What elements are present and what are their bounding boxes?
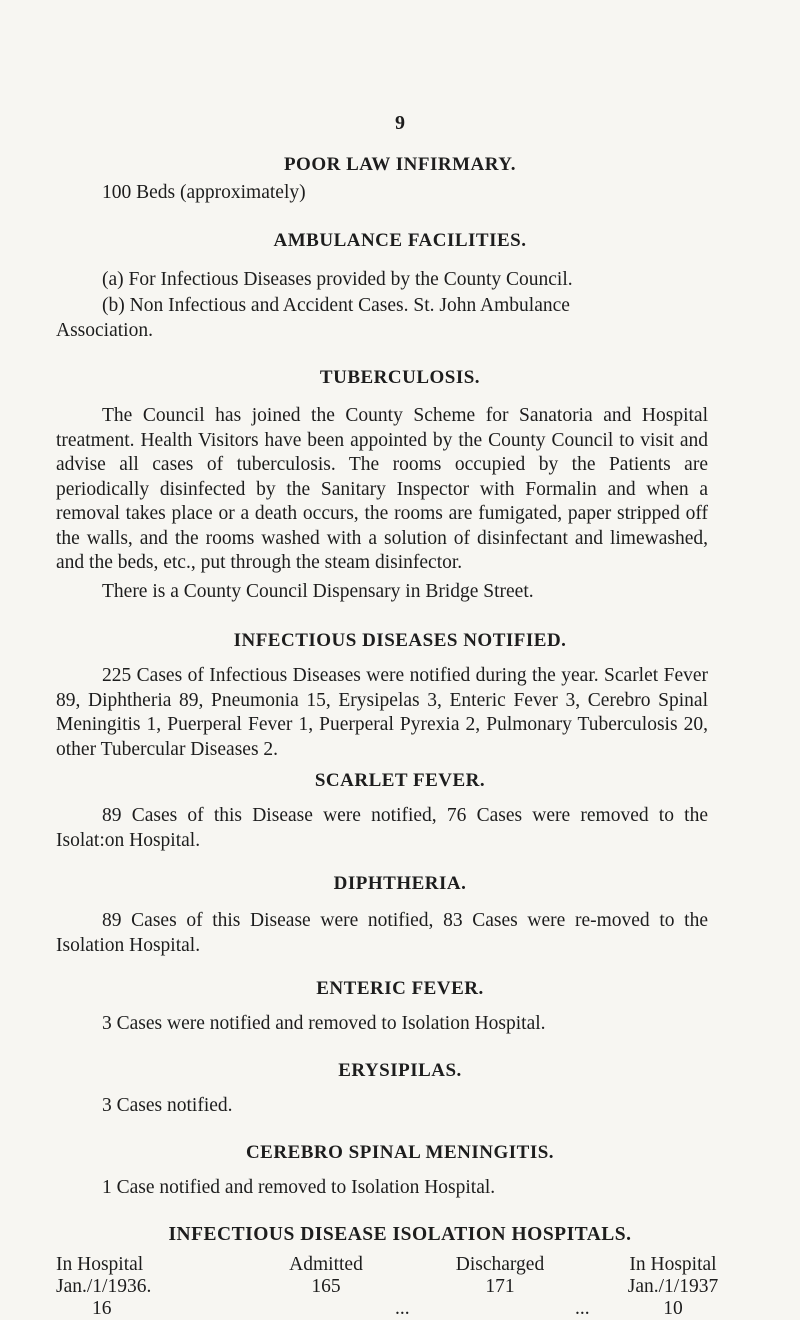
leader-2: ... xyxy=(575,1298,590,1319)
table-col-discharged xyxy=(435,1254,565,1298)
infectious-notified-heading: INFECTIOUS DISEASES NOTIFIED. xyxy=(233,630,567,651)
infectious-notified-paragraph: 225 Cases of Infectious Diseases were notified during the year. Scarlet Fever 89, Diphtheria 89, Pneumonia 15, Erysipelas 3, Enteric Fever 3, Cerebro Spinal Meningitis 1, Puerperal Fever 1, Puerperal Pyrexia 2, Pulmonary Tuberculosis 20, other Tubercular Diseases 2. xyxy=(56,665,708,760)
isolation-hospitals-heading: INFECTIOUS DISEASE ISOLATION HOSPITALS. xyxy=(168,1224,632,1245)
erysipelas-text: 3 Cases notified. xyxy=(102,1095,233,1116)
tuberculosis-heading: TUBERCULOSIS. xyxy=(319,367,481,388)
table-col-admitted xyxy=(266,1254,386,1298)
enteric-fever-text: 3 Cases were notified and removed to Isolation Hospital. xyxy=(102,1013,546,1034)
col-discharged-label: Discharged xyxy=(455,1254,545,1275)
col-end-label-1: In Hospital xyxy=(629,1254,717,1275)
diphtheria-paragraph: 89 Cases of this Disease were notified, 83 Cases were re-moved to the Isolation Hospital. xyxy=(56,910,708,956)
poor-law-heading: POOR LAW INFIRMARY. xyxy=(283,154,517,175)
page-number: 9 xyxy=(395,112,405,134)
leader-1: ... xyxy=(395,1298,410,1319)
enteric-fever-heading: ENTERIC FEVER. xyxy=(316,978,484,999)
col-start-label-2: Jan./1/1936. xyxy=(56,1276,152,1297)
col-admitted-value: 165 xyxy=(311,1276,341,1297)
erysipelas-heading: ERYSIPILAS. xyxy=(338,1060,462,1081)
col-start-value: 16 xyxy=(92,1298,112,1319)
col-end-value: 10 xyxy=(663,1298,683,1319)
meningitis-text: 1 Case notified and removed to Isolation Hospital. xyxy=(102,1177,496,1198)
col-start-label-1: In Hospital xyxy=(56,1254,144,1275)
col-end-label-2: Jan./1/1937 xyxy=(627,1276,719,1297)
diphtheria-heading: DIPHTHERIA. xyxy=(333,873,467,894)
meningitis-heading: CEREBRO SPINAL MENINGITIS. xyxy=(245,1142,555,1163)
scarlet-fever-paragraph: 89 Cases of this Disease were notified, 76 Cases were removed to the Isolat:on Hospital. xyxy=(56,805,708,851)
table-col-start xyxy=(56,1254,151,1320)
dispensary-note: There is a County Council Dispensary in Bridge Street. xyxy=(102,581,534,602)
scarlet-fever-heading: SCARLET FEVER. xyxy=(314,770,486,791)
ambulance-item-b-cont: Association. xyxy=(56,320,153,341)
col-admitted-label: Admitted xyxy=(289,1254,363,1275)
poor-law-beds: 100 Beds (approximately) xyxy=(102,182,306,203)
ambulance-item-b: (b) Non Infectious and Accident Cases. St. John Ambulance xyxy=(102,295,570,316)
tuberculosis-paragraph: The Council has joined the County Scheme for Sanatoria and Hospital treatment. Health Visitors have been appointed by the County Council to visit and advise all cases of tuberculosis. The rooms occupied by the Patients are periodically disinfected by the Sanitary Inspector with Formalin and when a removal takes place or a death occurs, the rooms are fumigated, paper stripped off the walls, and the rooms washed with a solution of disinfectant and limewashed, and the beds, etc., put through the steam disinfector. xyxy=(56,405,708,573)
table-col-end xyxy=(608,1254,738,1320)
col-discharged-value: 171 xyxy=(485,1276,515,1297)
ambulance-item-a: (a) For Infectious Diseases provided by the County Council. xyxy=(102,269,573,290)
ambulance-heading: AMBULANCE FACILITIES. xyxy=(273,230,527,251)
